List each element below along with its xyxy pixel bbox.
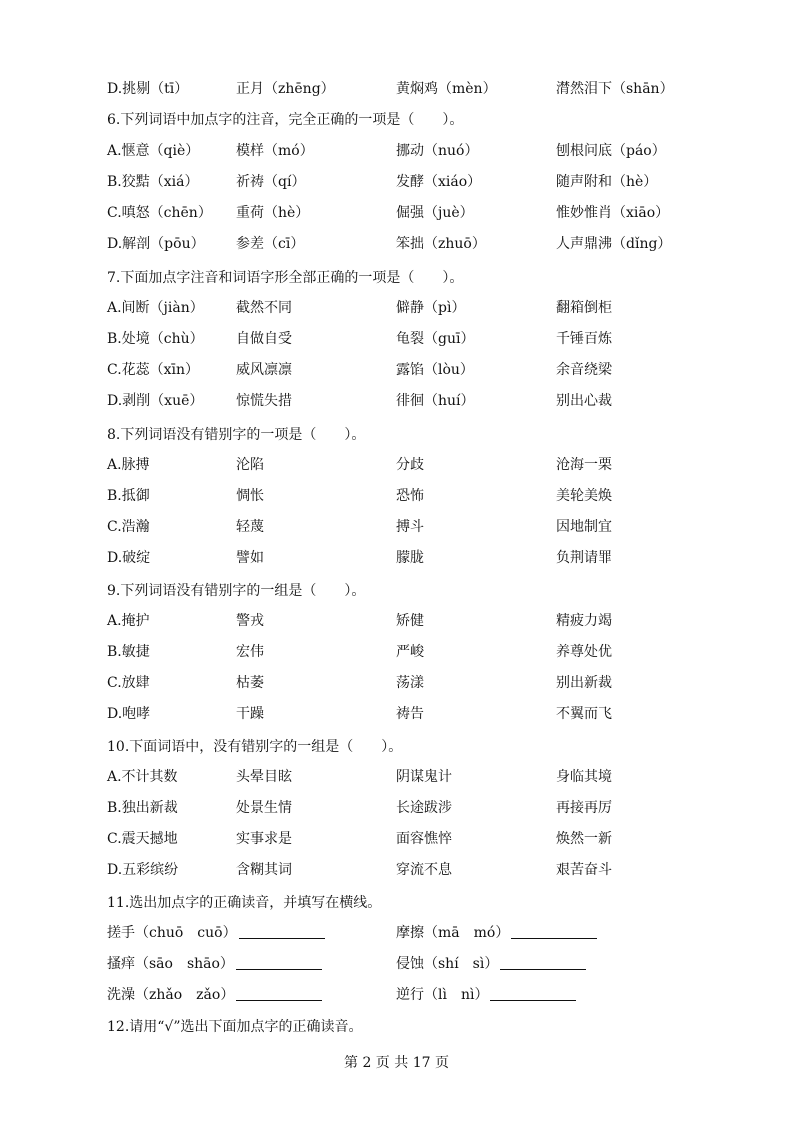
page-footer: 第 2 页 共 17 页 (344, 1055, 449, 1071)
option-row (0, 764, 793, 790)
option-item: A.掩护 (107, 613, 150, 629)
option-row (0, 326, 793, 352)
option-item: 模样（mó） (236, 143, 314, 159)
answer-blank[interactable] (239, 923, 325, 939)
fill-prompt: 侵蚀（shí sì） (396, 956, 499, 972)
question-9-stem: 9.下列词语没有错别字的一组是（ ）。 (107, 583, 366, 599)
option-item: 惆怅 (236, 488, 264, 504)
option-item: D.咆哮 (107, 706, 151, 722)
option-item: 笨拙（zhuō） (396, 236, 486, 252)
option-item: C.嗔怒（chēn） (107, 205, 212, 221)
option-item: 面容憔悴 (396, 831, 452, 847)
option-row (0, 701, 793, 727)
option-item: 精疲力竭 (556, 613, 612, 629)
fill-prompt: 摩擦（mā mó） (396, 925, 510, 941)
answer-blank[interactable] (511, 923, 597, 939)
option-item: C.震天撼地 (107, 831, 178, 847)
option-item: 僻静（pì） (396, 300, 466, 316)
option-row (0, 514, 793, 540)
question-6-stem: 6.下列词语中加点字的注音，完全正确的一项是（ ）。 (107, 112, 464, 128)
option-item: 祈祷（qí） (236, 174, 306, 190)
option-item: B.敏捷 (107, 644, 150, 660)
option-item: B.狡黠（xiá） (107, 174, 199, 190)
option-item: 宏伟 (236, 644, 264, 660)
option-item: 负荆请罪 (556, 550, 612, 566)
option-item: 龟裂（guī） (396, 331, 475, 347)
option-item: 惊慌失措 (236, 393, 292, 409)
option-item: 余音绕梁 (556, 362, 612, 378)
option-item: D.挑剔（tī） (107, 81, 189, 97)
option-item: 矫健 (396, 613, 424, 629)
option-item: B.处境（chù） (107, 331, 204, 347)
option-item: 惟妙惟肖（xiāo） (556, 205, 670, 221)
answer-blank[interactable] (236, 954, 322, 970)
option-item: 重荷（hè） (236, 205, 310, 221)
option-item: 沦陷 (236, 457, 264, 473)
option-item: 艰苦奋斗 (556, 862, 612, 878)
option-item: 含糊其词 (236, 862, 292, 878)
option-item: 警戎 (236, 613, 264, 629)
fill-row (0, 951, 793, 977)
option-item: 别出新裁 (556, 675, 612, 691)
option-row (0, 138, 793, 164)
option-item: 穿流不息 (396, 862, 452, 878)
option-item: 处景生情 (236, 800, 292, 816)
question-10-stem: 10.下面词语中，没有错别字的一组是（ ）。 (107, 739, 403, 755)
option-item: 荡漾 (396, 675, 424, 691)
fill-prompt: 逆行（lì nì） (396, 987, 489, 1003)
fill-row (0, 982, 793, 1008)
option-item: 轻蔑 (236, 519, 264, 535)
answer-blank[interactable] (236, 985, 322, 1001)
option-item: 长途跋涉 (396, 800, 452, 816)
option-item: 徘徊（huí） (396, 393, 475, 409)
option-row (0, 545, 793, 571)
option-item: 朦胧 (396, 550, 424, 566)
option-row (0, 670, 793, 696)
option-item: 枯萎 (236, 675, 264, 691)
option-item: 搏斗 (396, 519, 424, 535)
option-item: 刨根问底（páo） (556, 143, 666, 159)
option-item: 黄焖鸡（mèn） (396, 81, 497, 97)
answer-blank[interactable] (490, 985, 576, 1001)
option-item: 千锤百炼 (556, 331, 612, 347)
option-item: A.不计其数 (107, 769, 178, 785)
question-11-stem: 11.选出加点字的正确读音，并填写在横线。 (107, 895, 382, 911)
option-item: 身临其境 (556, 769, 612, 785)
option-item: 参差（cī） (236, 236, 305, 252)
option-item: 自做自受 (236, 331, 292, 347)
option-item: 别出心裁 (556, 393, 612, 409)
option-item: 截然不同 (236, 300, 292, 316)
option-item: 祷告 (396, 706, 424, 722)
option-item: 发酵（xiáo） (396, 174, 482, 190)
option-item: B.独出新裁 (107, 800, 178, 816)
option-item: D.破绽 (107, 550, 151, 566)
option-item: 实事求是 (236, 831, 292, 847)
option-item: D.五彩缤纷 (107, 862, 179, 878)
fill-prompt: 搔痒（sāo shāo） (107, 956, 234, 972)
option-row (0, 169, 793, 195)
option-item: 翻箱倒柜 (556, 300, 612, 316)
option-item: 头晕目眩 (236, 769, 292, 785)
option-item: D.剥削（xuē） (107, 393, 204, 409)
option-item: 美轮美焕 (556, 488, 612, 504)
option-item: 沧海一栗 (556, 457, 612, 473)
option-row (0, 200, 793, 226)
option-row (0, 608, 793, 634)
option-item: C.花蕊（xīn） (107, 362, 200, 378)
option-item: C.放肆 (107, 675, 150, 691)
option-item: 恐怖 (396, 488, 424, 504)
option-item: D.解剖（pōu） (107, 236, 205, 252)
option-item: A.脉搏 (107, 457, 150, 473)
option-item: 焕然一新 (556, 831, 612, 847)
option-item: 譬如 (236, 550, 264, 566)
fill-prompt: 搓手（chuō cuō） (107, 925, 237, 941)
option-item: 不翼而飞 (556, 706, 612, 722)
fill-row (0, 920, 793, 946)
option-row (0, 452, 793, 478)
option-row (0, 826, 793, 852)
option-row (0, 639, 793, 665)
option-item: C.浩瀚 (107, 519, 150, 535)
answer-blank[interactable] (500, 954, 586, 970)
option-item: 人声鼎沸（dǐng） (556, 236, 672, 252)
option-item: 分歧 (396, 457, 424, 473)
fill-prompt: 洗澡（zhǎo zǎo） (107, 987, 235, 1003)
option-row (0, 857, 793, 883)
option-row (0, 483, 793, 509)
question-12-stem: 12.请用“√”选出下面加点字的正确读音。 (107, 1019, 363, 1035)
option-item: 正月（zhēng） (236, 81, 335, 97)
option-row (0, 388, 793, 414)
option-item: 随声附和（hè） (556, 174, 658, 190)
option-item: B.抵御 (107, 488, 150, 504)
option-item: A.间断（jiàn） (107, 300, 204, 316)
question-8-stem: 8.下列词语没有错别字的一项是（ ）。 (107, 427, 366, 443)
option-item: 挪动（nuó） (396, 143, 479, 159)
option-row (0, 295, 793, 321)
option-row (0, 231, 793, 257)
option-item: 养尊处优 (556, 644, 612, 660)
option-item: 再接再厉 (556, 800, 612, 816)
option-item: A.惬意（qiè） (107, 143, 200, 159)
option-item: 露馅（lòu） (396, 362, 474, 378)
option-row (0, 795, 793, 821)
option-row (0, 357, 793, 383)
option-item: 威风凛凛 (236, 362, 292, 378)
option-item: 阴谋鬼计 (396, 769, 452, 785)
question-7-stem: 7.下面加点字注音和词语字形全部正确的一项是（ ）。 (107, 270, 464, 286)
option-item: 严峻 (396, 644, 424, 660)
option-item: 干躁 (236, 706, 264, 722)
option-row (0, 76, 793, 102)
option-item: 潸然泪下（shān） (556, 81, 674, 97)
option-item: 因地制宜 (556, 519, 612, 535)
option-item: 倔强（juè） (396, 205, 474, 221)
